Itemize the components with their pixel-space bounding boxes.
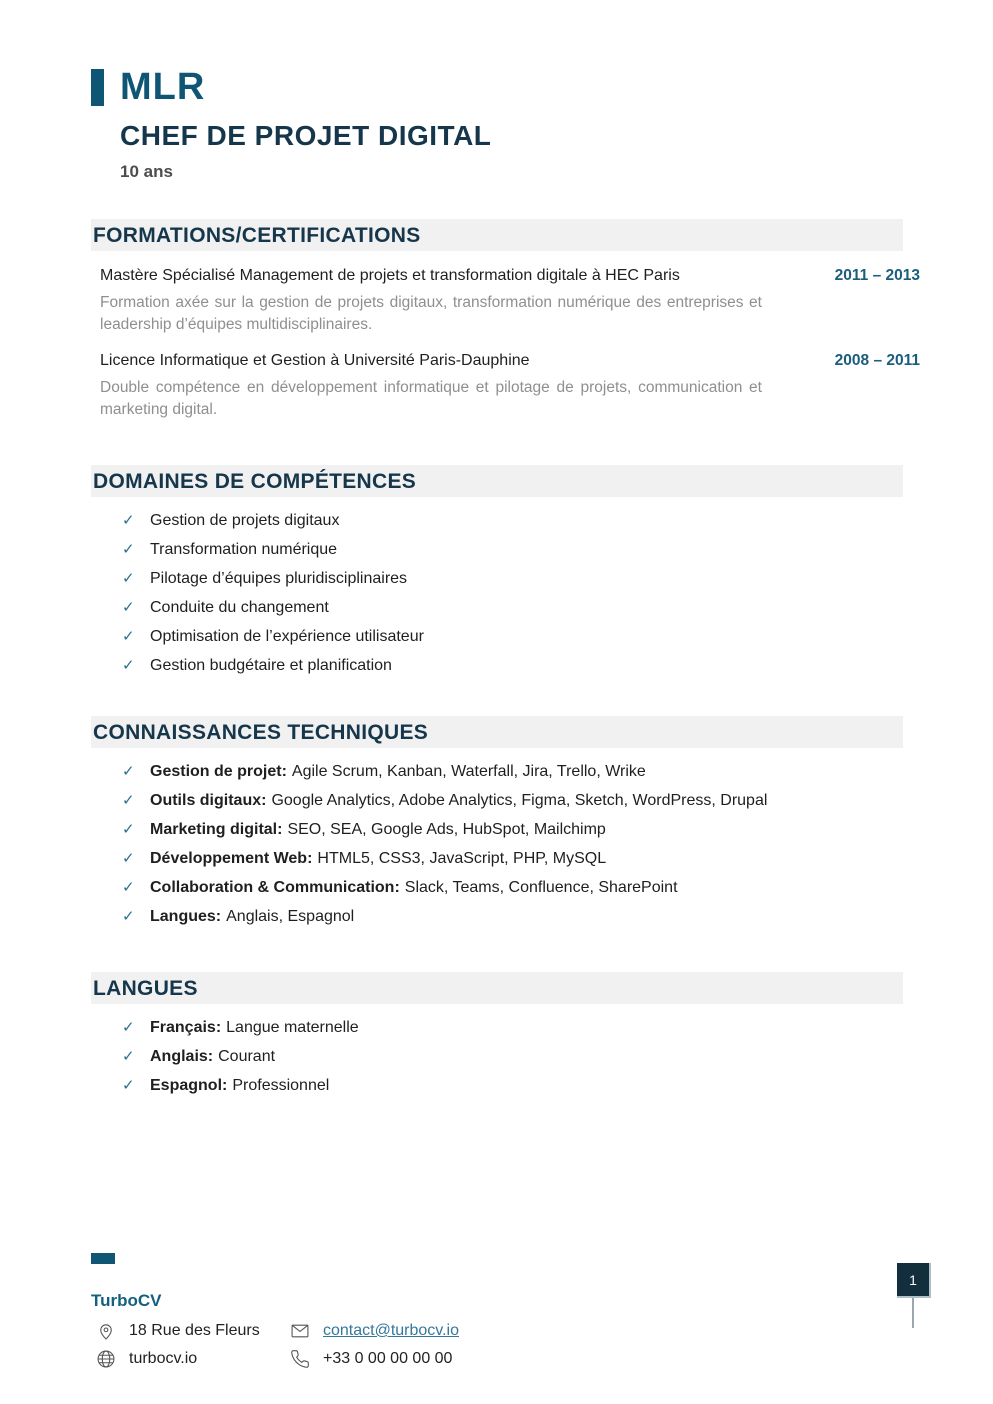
contact-phone: [285, 1349, 920, 1369]
check-icon: ✓: [122, 792, 135, 809]
language-level: Courant: [218, 1048, 276, 1065]
skill-values: HTML5, CSS3, JavaScript, PHP, MySQL: [317, 850, 607, 867]
section-domaines: [91, 465, 920, 676]
list-item: [122, 656, 920, 676]
skill-category-label: Marketing digital:: [150, 821, 283, 838]
list-item-text: [150, 1047, 275, 1067]
email-link[interactable]: contact@turbocv.io: [323, 1322, 460, 1339]
language-level: Langue maternelle: [226, 1019, 359, 1036]
list-item: [122, 627, 920, 647]
list-item-text: [150, 907, 354, 927]
degree-period: 2011 – 2013: [834, 267, 920, 284]
formation-entry: [100, 267, 920, 336]
section-heading-connaissances: CONNAISSANCES TECHNIQUES: [91, 716, 903, 748]
list-item-text: Gestion de projets digitaux: [150, 512, 340, 529]
list-item: [122, 569, 920, 589]
section-langues: [91, 972, 920, 1096]
language-label: Espagnol:: [150, 1077, 228, 1094]
degree-description: Formation axée sur la gestion de projets digitaux, transformation numérique des entreprises et leadership d’équipes multidisciplinaires.: [100, 294, 762, 333]
list-item-text: [150, 849, 606, 869]
check-icon: ✓: [122, 512, 135, 529]
skill-category-label: Collaboration & Communication:: [150, 879, 400, 896]
envelope-icon: [290, 1321, 310, 1341]
competence-list: [91, 511, 920, 676]
address-text: 18 Rue des Fleurs: [129, 1322, 260, 1339]
section-heading-domaines: DOMAINES DE COMPÉTENCES: [91, 465, 903, 497]
list-item: [122, 540, 920, 560]
list-item: [122, 878, 920, 898]
contact-website: [91, 1349, 285, 1369]
list-item: [122, 849, 920, 869]
check-icon: ✓: [122, 850, 135, 867]
formation-entry: [100, 352, 920, 421]
contact-grid: [91, 1321, 920, 1369]
skill-values: Agile Scrum, Kanban, Waterfall, Jira, Trello, Wrike: [291, 763, 646, 780]
section-heading-langues: LANGUES: [91, 972, 903, 1004]
list-item: [122, 1047, 920, 1067]
degree-title: Mastère Spécialisé Management de projets et transformation digitale à HEC Paris: [100, 267, 680, 284]
list-item: [122, 907, 920, 927]
footer: [91, 1253, 920, 1369]
technical-skills-list: [91, 762, 920, 927]
check-icon: ✓: [122, 570, 135, 587]
check-icon: ✓: [122, 1048, 135, 1065]
header: [91, 0, 920, 180]
footer-accent-rect: [91, 1253, 115, 1264]
skill-values: SEO, SEA, Google Ads, HubSpot, Mailchimp: [287, 821, 606, 838]
formation-entries: [91, 267, 920, 421]
job-title: CHEF DE PROJET DIGITAL: [120, 120, 492, 151]
check-icon: ✓: [122, 763, 135, 780]
skill-category-label: Développement Web:: [150, 850, 313, 867]
check-icon: ✓: [122, 1019, 135, 1036]
list-item: [122, 762, 920, 782]
formation-entry-head: [100, 267, 920, 285]
list-item-text: Optimisation de l’expérience utilisateur: [150, 628, 424, 645]
skill-category-label: Langues:: [150, 908, 222, 925]
brand-name: TurboCV: [91, 1291, 162, 1310]
degree-period: 2008 – 2011: [834, 352, 920, 369]
check-icon: ✓: [122, 657, 135, 674]
check-icon: ✓: [122, 908, 135, 925]
check-icon: ✓: [122, 541, 135, 558]
globe-icon: [96, 1349, 116, 1369]
list-item-text: [150, 820, 606, 840]
accent-bar: [91, 69, 104, 106]
list-item: [122, 1076, 920, 1096]
degree-description: Double compétence en développement informatique et pilotage de projets, communication et marketing digital.: [100, 379, 762, 418]
degree-title: Licence Informatique et Gestion à Université Paris-Dauphine: [100, 352, 530, 369]
list-item-text: [150, 1076, 329, 1096]
languages-list: [91, 1018, 920, 1096]
list-item-text: Pilotage d’équipes pluridisciplinaires: [150, 570, 408, 587]
page-marker-line: [912, 1298, 914, 1328]
section-formations: [91, 219, 920, 421]
phone-icon: [290, 1349, 310, 1369]
check-icon: ✓: [122, 879, 135, 896]
list-item: [122, 511, 920, 531]
language-label: Anglais:: [150, 1048, 214, 1065]
skill-values: Slack, Teams, Confluence, SharePoint: [404, 879, 678, 896]
name-row: [91, 68, 920, 106]
list-item: [122, 791, 920, 811]
experience-years: 10 ans: [120, 162, 173, 181]
skill-category-label: Gestion de projet:: [150, 763, 287, 780]
skill-values: Anglais, Espagnol: [226, 908, 355, 925]
phone-text: +33 0 00 00 00 00: [323, 1350, 453, 1367]
section-connaissances: [91, 716, 920, 927]
contact-address: [91, 1321, 285, 1341]
check-icon: ✓: [122, 821, 135, 838]
location-pin-icon: [96, 1321, 116, 1341]
list-item-text: [150, 878, 678, 898]
list-item-text: Transformation numérique: [150, 541, 338, 558]
list-item-text: [150, 1018, 359, 1038]
list-item: [122, 1018, 920, 1038]
check-icon: ✓: [122, 599, 135, 616]
language-label: Français:: [150, 1019, 222, 1036]
page-number-badge: 1: [897, 1263, 931, 1298]
candidate-initials: MLR: [120, 66, 206, 108]
skill-category-label: Outils digitaux:: [150, 792, 267, 809]
list-item-text: Conduite du changement: [150, 599, 329, 616]
section-heading-formations: FORMATIONS/CERTIFICATIONS: [91, 219, 903, 251]
skill-values: Google Analytics, Adobe Analytics, Figma, Sketch, WordPress, Drupal: [271, 792, 768, 809]
website-text: turbocv.io: [129, 1350, 198, 1367]
check-icon: ✓: [122, 1077, 135, 1094]
list-item: [122, 598, 920, 618]
contact-email: [285, 1321, 920, 1341]
formation-entry-head: [100, 352, 920, 370]
cv-content: [91, 0, 920, 1105]
list-item-text: [150, 762, 646, 782]
list-item-text: [150, 791, 767, 811]
list-item: [122, 820, 920, 840]
check-icon: ✓: [122, 628, 135, 645]
language-level: Professionnel: [232, 1077, 330, 1094]
list-item-text: Gestion budgétaire et planification: [150, 657, 392, 674]
